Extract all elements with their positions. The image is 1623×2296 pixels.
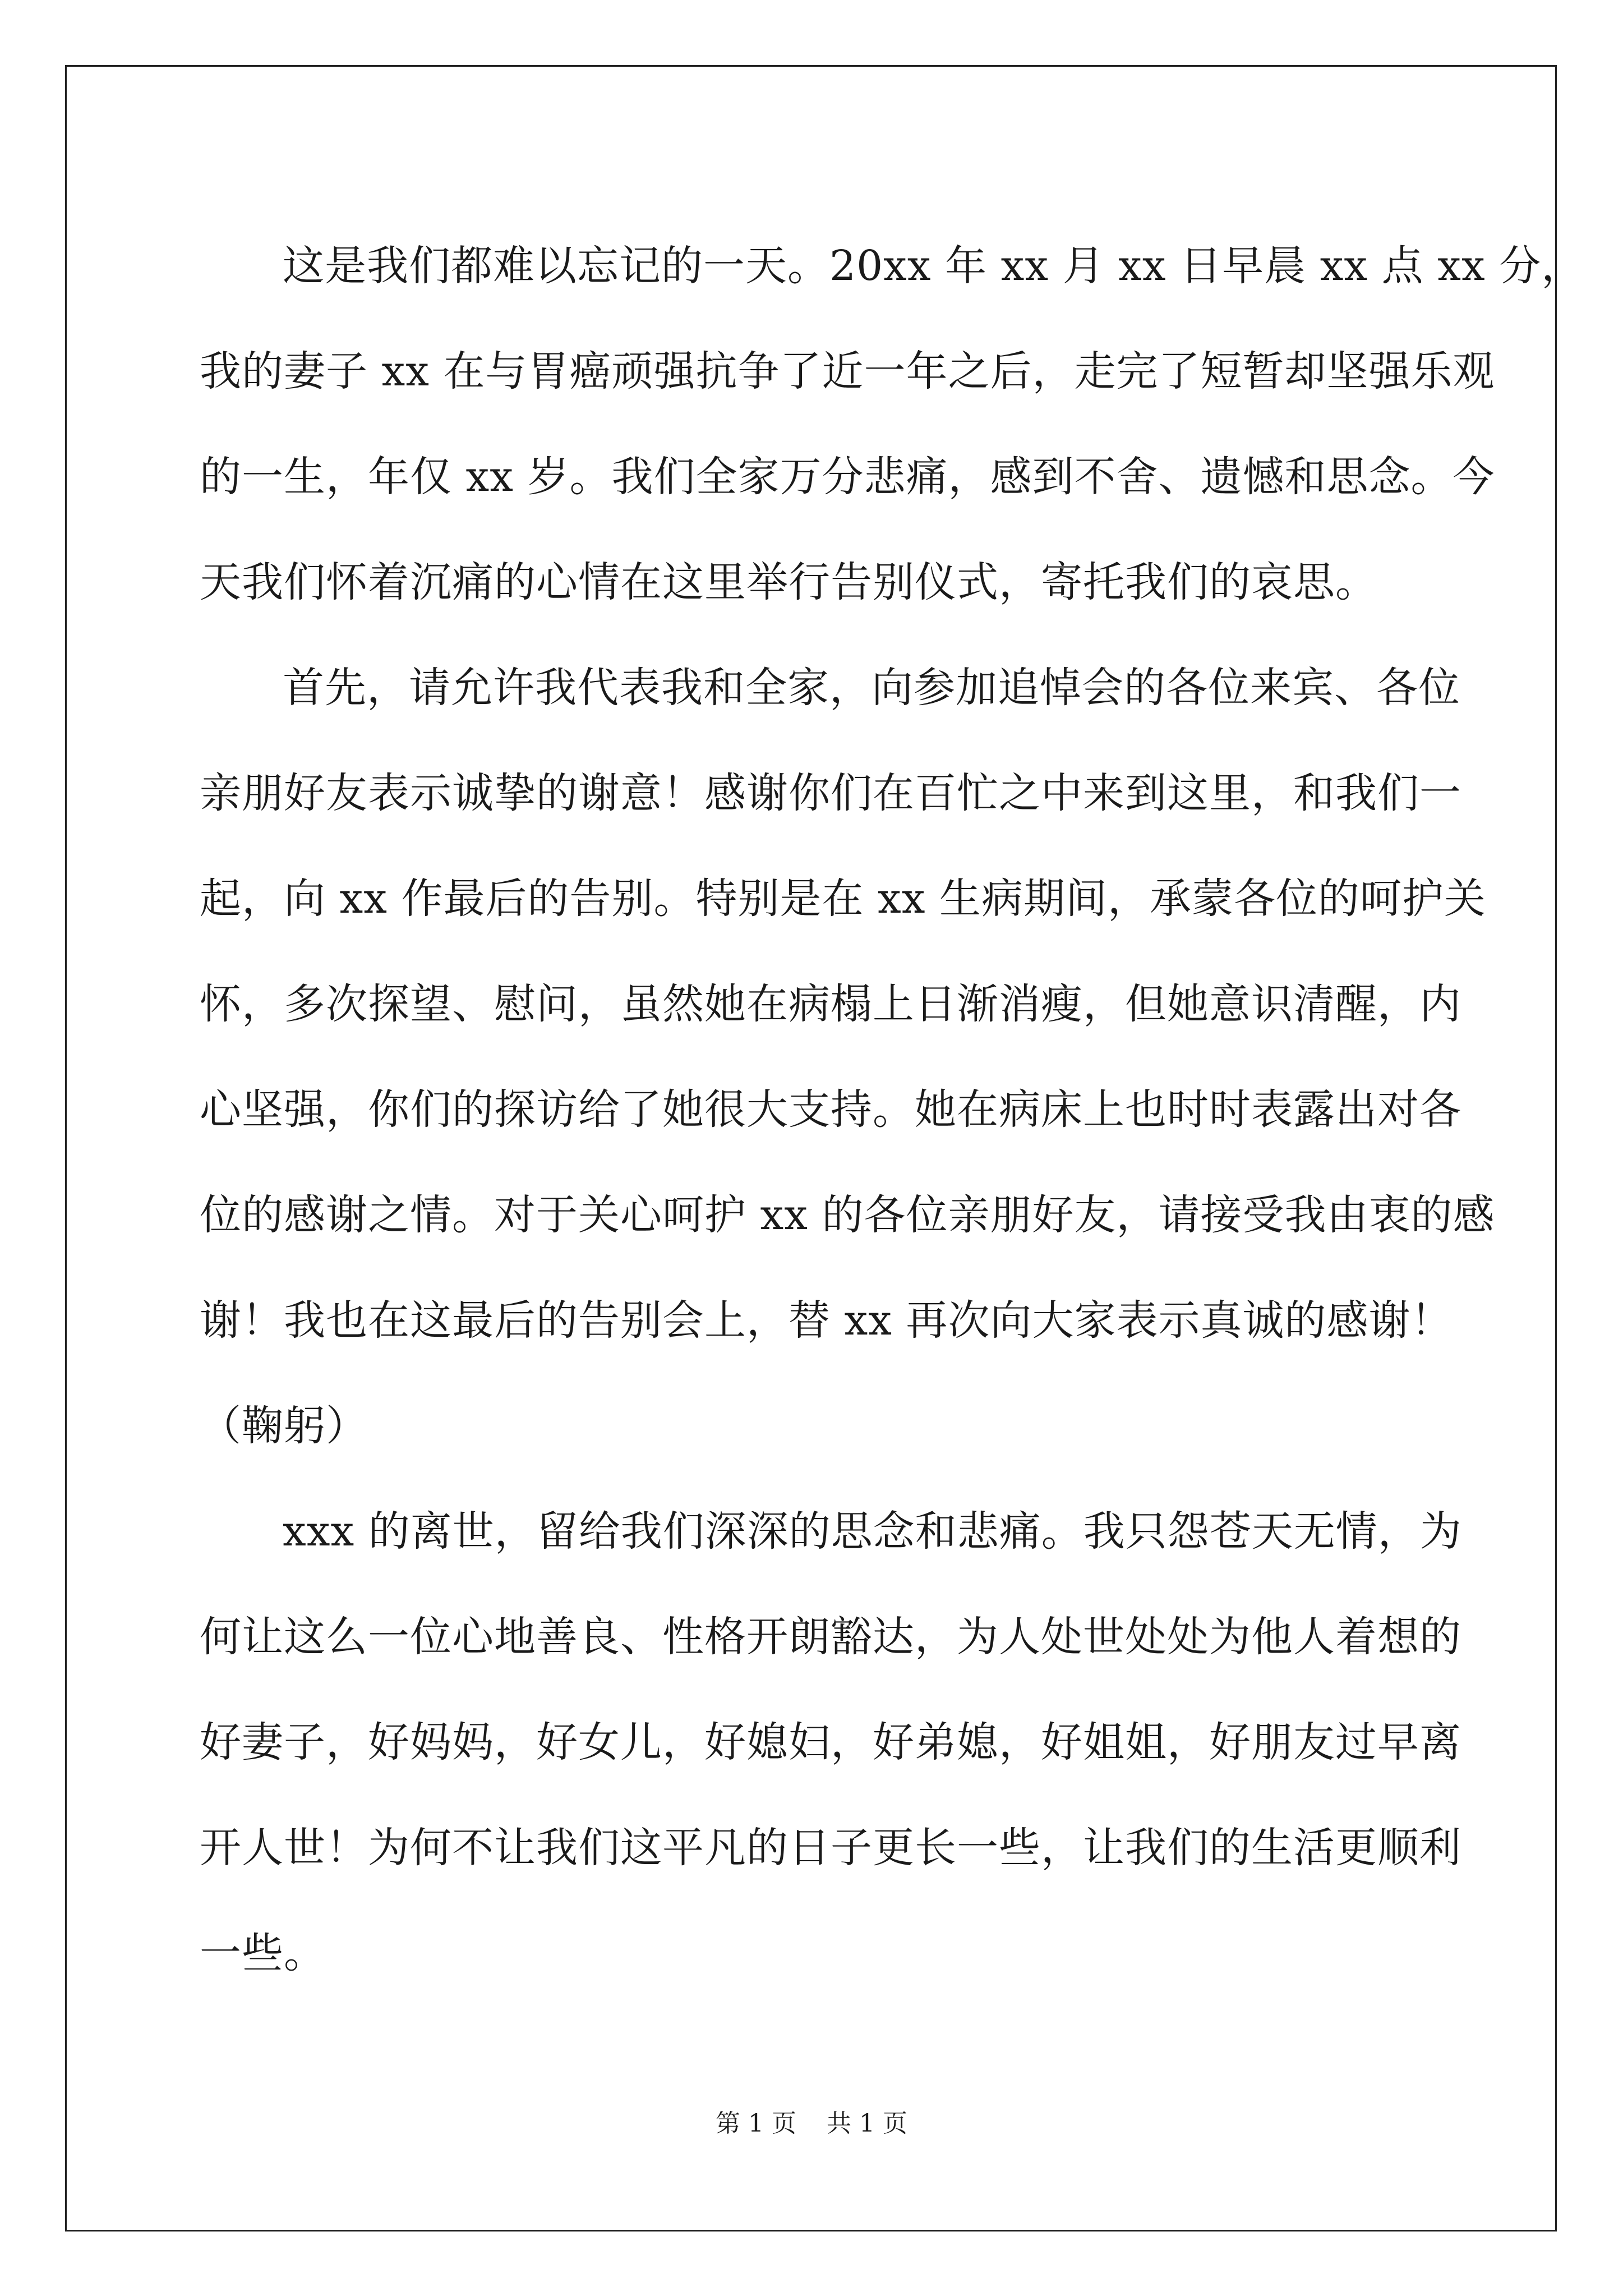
text-line: 首先，请允许我代表我和全家，向参加追悼会的各位来宾、各位	[283, 664, 1460, 712]
text-line: 何让这么一位心地善良、性格开朗豁达，为人处世处处为他人着想的	[200, 1613, 1461, 1661]
paragraph-2	[200, 635, 1495, 1479]
text-line: 一些。	[200, 1929, 326, 1977]
text-line: 我的妻子 xx 在与胃癌顽强抗争了近一年之后，走完了短暂却坚强乐观	[200, 347, 1495, 395]
text-line: 起，向 xx 作最后的告别。特别是在 xx 生病期间，承蒙各位的呵护关	[200, 875, 1487, 923]
paragraph-1	[200, 213, 1584, 635]
text-line: 的一生，年仅 xx 岁。我们全家万分悲痛，感到不舍、遗憾和思念。今	[200, 453, 1495, 501]
page-number-total: 共 1 页	[827, 2109, 907, 2138]
text-line: xxx 的离世，留给我们深深的思念和悲痛。我只怨苍天无情，为	[283, 1507, 1462, 1556]
page-footer	[0, 2107, 1623, 2141]
page-number-current: 第 1 页	[716, 2109, 796, 2138]
text-line: 亲朋好友表示诚挚的谢意！感谢你们在百忙之中来到这里，和我们一	[200, 769, 1461, 817]
text-line: 怀，多次探望、慰问，虽然她在病榻上日渐消瘦，但她意识清醒，内	[200, 980, 1461, 1028]
text-line: 这是我们都难以忘记的一天。20xx 年 xx 月 xx 日早晨 xx 点 xx 分，	[283, 242, 1584, 290]
text-line: 天我们怀着沉痛的心情在这里举行告别仪式，寄托我们的哀思。	[200, 558, 1377, 606]
text-line: 位的感谢之情。对于关心呵护 xx 的各位亲朋好友，请接受我由衷的感	[200, 1191, 1495, 1239]
text-line: 谢！我也在这最后的告别会上，替 xx 再次向大家表示真诚的感谢！	[200, 1296, 1453, 1345]
paragraph-3	[200, 1479, 1462, 2006]
text-line: （鞠躬）	[200, 1402, 368, 1450]
text-line: 心坚强，你们的探访给了她很大支持。她在病床上也时时表露出对各	[200, 1085, 1461, 1134]
document-body	[200, 213, 1584, 2006]
text-line: 开人世！为何不让我们这平凡的日子更长一些，让我们的生活更顺利	[200, 1824, 1461, 1872]
text-line: 好妻子，好妈妈，好女儿，好媳妇，好弟媳，好姐姐，好朋友过早离	[200, 1718, 1461, 1766]
